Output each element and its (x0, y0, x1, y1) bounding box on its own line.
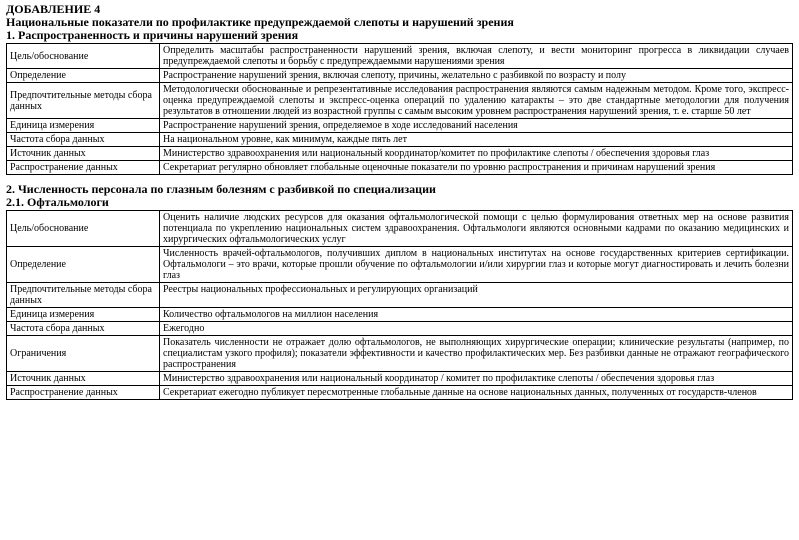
section-1-title: 1. Распространенность и причины нарушений зрения (6, 28, 299, 42)
row-label: Единица измерения (7, 119, 160, 133)
table-row (7, 44, 793, 69)
row-label: Определение (7, 69, 160, 83)
appendix-heading: ДОБАВЛЕНИЕ 4 (6, 2, 101, 16)
table-row (7, 247, 793, 283)
table-row (7, 386, 793, 400)
table-row (7, 147, 793, 161)
row-value: Секретариат ежегодно публикует пересмотренные глобальные данные на основе национальных данных, полученных от государств-членов (160, 386, 793, 400)
row-value: Количество офтальмологов на миллион населения (160, 308, 793, 322)
row-value: Секретариат регулярно обновляет глобальные оценочные показатели по уровню распространения и причинам нарушений зрения (160, 161, 793, 175)
table-row (7, 83, 793, 119)
row-label: Ограничения (7, 336, 160, 372)
row-value: Оценить наличие людских ресурсов для оказания офтальмологической помощи с целью формулирования ответных мер на основе развития потенциала по укреплению национальных систем здравоохранения. Офтальмологи являются основными кадрами по оказанию медицинских и хирургических офтальмологических услуг (160, 211, 793, 247)
row-value: На национальном уровне, как минимум, каждые пять лет (160, 133, 793, 147)
row-label: Источник данных (7, 147, 160, 161)
row-value: Министерство здравоохранения или национальный координатор / комитет по профилактике слепоты / обеспечения здоровья глаз (160, 372, 793, 386)
row-value: Реестры национальных профессиональных и регулирующих организаций (160, 283, 793, 308)
row-label: Определение (7, 247, 160, 283)
row-value: Распространение нарушений зрения, определяемое в ходе исследований населения (160, 119, 793, 133)
document-title: Национальные показатели по профилактике предупреждаемой слепоты и нарушений зрения (6, 15, 514, 29)
table-row (7, 336, 793, 372)
row-label: Единица измерения (7, 308, 160, 322)
table-row (7, 161, 793, 175)
table-row (7, 308, 793, 322)
table-row (7, 322, 793, 336)
table-row (7, 283, 793, 308)
table-row (7, 69, 793, 83)
row-label: Частота сбора данных (7, 133, 160, 147)
row-label: Распространение данных (7, 161, 160, 175)
table-row (7, 133, 793, 147)
row-label: Предпочтительные методы сбора данных (7, 83, 160, 119)
row-label: Частота сбора данных (7, 322, 160, 336)
row-label: Предпочтительные методы сбора данных (7, 283, 160, 308)
row-value: Министерство здравоохранения или национальный координатор/комитет по профилактике слепоты / обеспечения здоровья глаз (160, 147, 793, 161)
section-2-1-subtitle: 2.1. Офтальмологи (6, 195, 109, 209)
section-2-title: 2. Численность персонала по глазным болезням с разбивкой по специализации (6, 182, 436, 196)
row-label: Источник данных (7, 372, 160, 386)
row-value: Определить масштабы распространенности нарушений зрения, включая слепоту, и вести мониторинг прогресса в ликвидации случаев предупреждаемой слепоты и борьбу с предупреждаемыми нарушениями зрения (160, 44, 793, 69)
table-row (7, 372, 793, 386)
table-row (7, 211, 793, 247)
row-label: Цель/обоснование (7, 211, 160, 247)
table-row (7, 119, 793, 133)
row-value: Численность врачей-офтальмологов, получивших диплом в национальных институтах на основе государственных критериев сертификации. Офтальмологи – это врачи, которые прошли обучение по офтальмологии и/или хирургии глаз и которые могут диагностировать и лечить болезни глаз (160, 247, 793, 283)
row-label: Распространение данных (7, 386, 160, 400)
row-value: Распространение нарушений зрения, включая слепоту, причины, желательно с разбивкой по возрасту и полу (160, 69, 793, 83)
row-value: Показатель численности не отражает долю офтальмологов, не выполняющих хирургические операции; клинические результаты (например, по специалистам узкого профиля); показатели эффективности и качество профилактических мер. Без разбивки данные не отражают географического распространения (160, 336, 793, 372)
row-value: Методологически обоснованные и репрезентативные исследования распространения являются самым надежным методом. Кроме того, экспресс-оценка предупреждаемой слепоты и экспресс-оценка операций по удалению катаракты – это две стандартные методологии для получения результатов в отношении людей из возрастной группы с самым высоким уровнем распространения нарушений зрения, т. е. старше 50 лет (160, 83, 793, 119)
row-value: Ежегодно (160, 322, 793, 336)
row-label: Цель/обоснование (7, 44, 160, 69)
section-2-table (6, 210, 793, 400)
section-1-table (6, 43, 793, 175)
